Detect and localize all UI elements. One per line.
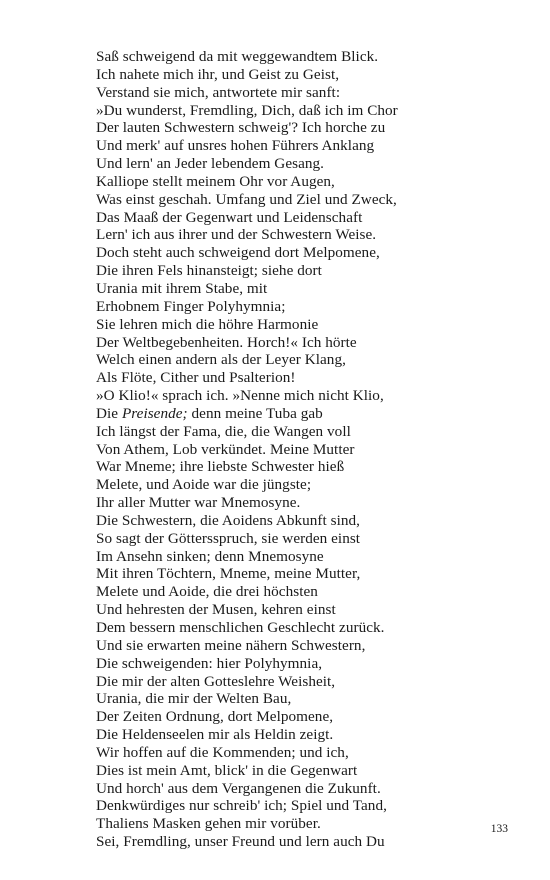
poem-line: So sagt der Göttersspruch, sie werden einst (96, 529, 361, 547)
poem-line: Melete und Aoide, die drei höchsten (96, 583, 318, 601)
poem-line: Die Schwestern, die Aoidens Abkunft sind, (96, 511, 361, 529)
poem-line: Die schweigenden: hier Polyhymnia, (96, 654, 323, 672)
poem-line: Und lern' an Jeder lebendem Gesang. (96, 155, 324, 173)
poem-line: Das Maaß der Gegenwart und Leidenschaft (96, 208, 363, 226)
poem-line: Die mir der alten Gotteslehre Weisheit, (96, 672, 336, 690)
poem-line: Was einst geschah. Umfang und Ziel und Zweck, (96, 190, 397, 208)
poem-line: Urania, die mir der Welten Bau, (96, 690, 292, 708)
poem-line: Lern' ich aus ihrer und der Schwestern Weise. (96, 226, 377, 244)
poem-line-italic: Preisende; (121, 404, 188, 422)
poem-line: Denkwürdiges nur schreib' ich; Spiel und Tand, (96, 797, 387, 815)
poem-line: Und horch' aus dem Vergangenen die Zukunft. (96, 779, 381, 797)
poem-line: Ich nahete mich ihr, und Geist zu Geist, (96, 65, 340, 83)
poem-line: Verstand sie mich, antwortete mir sanft: (96, 83, 341, 101)
poem-line: Erhobnem Finger Polyhymnia; (96, 297, 286, 315)
poem-line: War Mneme; ihre liebste Schwester hieß (96, 458, 345, 476)
poem-line: Melete, und Aoide war die jüngste; (96, 476, 312, 494)
poem-line-text: Die (96, 404, 122, 422)
poem-line: Welch einen andern als der Leyer Klang, (96, 351, 346, 369)
poem-line: Saß schweigend da mit weggewandtem Blick. (96, 48, 379, 65)
poem-line: Thaliens Masken gehen mir vorüber. (96, 815, 321, 833)
poem-line: Die ihren Fels hinansteigt; siehe dort (96, 262, 322, 280)
poem-line: Sei, Fremdling, unser Freund und lern auch Du (96, 833, 385, 851)
poem-line: Kalliope stellt meinem Ohr vor Augen, (96, 172, 335, 190)
poem-line: Und merk' auf unsres hohen Führers Anklang (96, 137, 375, 155)
poem-line: Und sie erwarten meine nähern Schwestern, (96, 636, 366, 654)
poem-line: Der lauten Schwestern schweig'? Ich horche zu (96, 119, 386, 137)
poem-line: »O Klio!« sprach ich. »Nenne mich nicht Klio, (96, 387, 384, 405)
poem-line: Als Flöte, Cither und Psalterion! (96, 369, 296, 387)
poem-line: Dies ist mein Amt, blick' in die Gegenwart (96, 761, 358, 779)
poem-line: Der Zeiten Ordnung, dort Melpomene, (96, 708, 334, 726)
poem-line-rest: denn meine Tuba gab (187, 404, 323, 422)
poem-line: Dem bessern menschlichen Geschlecht zurück. (96, 619, 385, 636)
poem-line: »Du wunderst, Fremdling, Dich, daß ich im Chor (96, 101, 398, 119)
poem-line: Der Weltbegebenheiten. Horch!« Ich hörte (96, 333, 357, 351)
poem-line (96, 405, 516, 423)
poem-line: Wir hoffen auf die Kommenden; und ich, (96, 743, 349, 761)
poem-line: Urania mit ihrem Stabe, mit (96, 279, 268, 297)
poem-line: Ich längst der Fama, die, die Wangen voll (96, 422, 351, 440)
poem-line: Von Athem, Lob verkündet. Meine Mutter (96, 440, 355, 458)
poem-line: Im Ansehn sinken; denn Mnemosyne (96, 547, 324, 565)
poem-text (96, 48, 516, 851)
poem-line: Und hehresten der Musen, kehren einst (96, 601, 336, 619)
poem-line: Mit ihren Töchtern, Mneme, meine Mutter, (96, 565, 361, 583)
poem-line: Die Heldenseelen mir als Heldin zeigt. (96, 726, 334, 744)
poem-line: Doch steht auch schweigend dort Melpomene, (96, 244, 380, 262)
poem-line: Ihr aller Mutter war Mnemosyne. (96, 494, 301, 512)
poem-line: Sie lehren mich die höhre Harmonie (96, 315, 319, 333)
page-number: 133 (490, 823, 508, 835)
